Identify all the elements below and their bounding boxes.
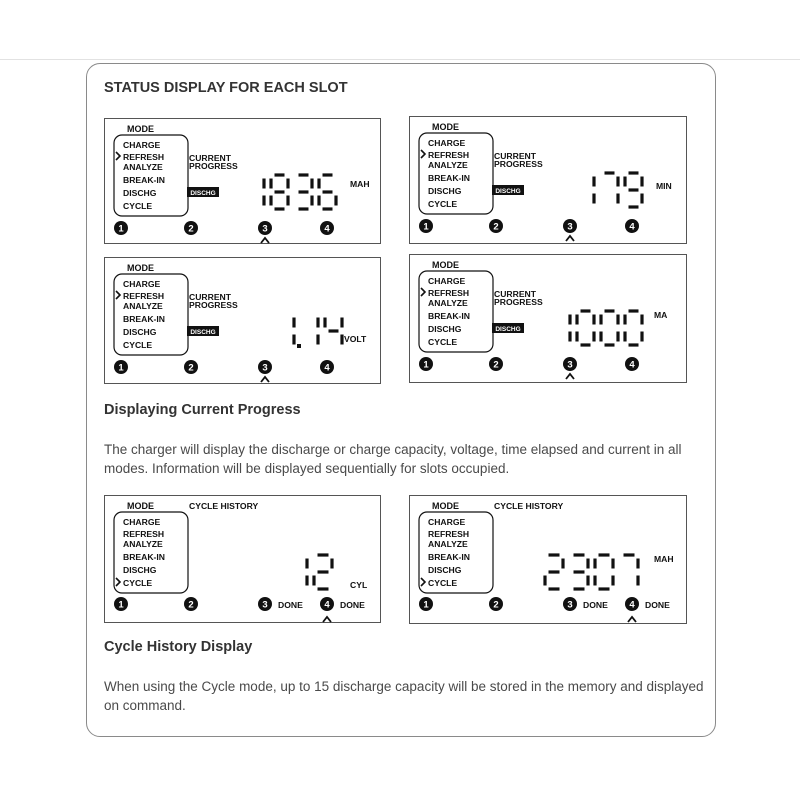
progress-description: The charger will display the discharge or charge capacity, voltage, time elapsed and current in all modes. Information will be displayed sequentially for slots occupied. [104, 442, 682, 476]
mode-item: CYCLE [123, 340, 153, 350]
mode-item: CHARGE [428, 517, 466, 527]
top-divider [0, 59, 800, 60]
slot-number-label: 1 [423, 221, 429, 233]
caret-icon [323, 617, 331, 622]
dischg-badge-label: DISCHG [495, 326, 521, 333]
mode-item: ANALYZE [123, 162, 163, 172]
mode-item: CYCLE [428, 337, 458, 347]
current-progress-label: PROGRESS [189, 300, 238, 310]
lcd-panel [104, 495, 381, 623]
mode-item: BREAK-IN [428, 552, 471, 562]
current-progress-label: PROGRESS [494, 297, 543, 307]
mode-item: BREAK-IN [123, 314, 166, 324]
slot-number-label: 1 [118, 223, 124, 235]
slot-number-label: 3 [262, 362, 268, 374]
mode-item: CHARGE [428, 276, 466, 286]
mode-label: MODE [127, 124, 154, 134]
mode-item: BREAK-IN [428, 173, 471, 183]
slot-number-label: 3 [567, 221, 573, 233]
lcd-panel [409, 254, 687, 383]
mode-item: REFRESH [123, 529, 165, 539]
cycle-history-label: CYCLE HISTORY [494, 501, 564, 511]
lcd-value: 179 [640, 207, 642, 208]
done-label: DONE [340, 600, 365, 610]
slot-number-label: 1 [118, 599, 124, 611]
slot-number-label: 2 [493, 221, 499, 233]
mode-item: CYCLE [123, 578, 153, 588]
progress-heading: Displaying Current Progress [104, 402, 301, 418]
unit-label: MA [654, 310, 668, 320]
dischg-badge-label: DISCHG [190, 190, 216, 197]
done-label: DONE [645, 600, 670, 610]
lcd-value: 2307 [635, 589, 638, 590]
slot-number-label: 2 [188, 362, 194, 374]
mode-item: DISCHG [123, 188, 157, 198]
slot-number-label: 4 [324, 599, 330, 611]
dischg-badge-label: DISCHG [495, 188, 521, 195]
mode-item: CHARGE [123, 517, 161, 527]
slot-number-label: 4 [324, 362, 330, 374]
mode-label: MODE [432, 260, 459, 270]
mode-label: MODE [127, 263, 154, 273]
history-heading: Cycle History Display [104, 639, 253, 655]
decimal-point [297, 344, 301, 348]
mode-item: ANALYZE [428, 298, 468, 308]
mode-item: ANALYZE [123, 539, 163, 549]
mode-pointer-icon [116, 291, 120, 299]
lcd-value: 1836 [333, 209, 336, 210]
lcd-digits [264, 175, 336, 210]
unit-label: MAH [654, 554, 674, 564]
lcd-display [105, 119, 380, 243]
lcd-value: 1.14 [340, 348, 342, 349]
slot-number-label: 1 [423, 359, 429, 371]
mode-pointer-icon [116, 578, 120, 586]
history-description: When using the Cycle mode, up to 15 discharge capacity will be stored in the memory and displayed on command. [104, 679, 704, 713]
mode-item: CHARGE [123, 279, 161, 289]
lcd-value: 1000 [639, 345, 642, 346]
slot-number-label: 4 [324, 223, 330, 235]
mode-item: CYCLE [428, 199, 458, 209]
slot-number-label: 3 [262, 599, 268, 611]
mode-item: DISCHG [428, 565, 462, 575]
slot-number-label: 2 [493, 599, 499, 611]
lcd-value: 12 [330, 589, 332, 590]
unit-label: VOLT [344, 334, 367, 344]
mode-pointer-icon [421, 150, 425, 158]
caret-icon [566, 236, 574, 241]
slot-number-label: 2 [188, 223, 194, 235]
page-title: STATUS DISPLAY FOR EACH SLOT [104, 80, 348, 96]
mode-item: DISCHG [428, 186, 462, 196]
lcd-digits [570, 311, 642, 346]
mode-item: ANALYZE [123, 301, 163, 311]
mode-pointer-icon [421, 578, 425, 586]
done-label: DONE [583, 600, 608, 610]
lcd-panel [104, 118, 381, 244]
caret-icon [628, 617, 636, 622]
slot-number-label: 3 [262, 223, 268, 235]
caret-icon [261, 377, 269, 382]
mode-item: BREAK-IN [123, 175, 166, 185]
mode-pointer-icon [116, 152, 120, 160]
lcd-display [410, 255, 686, 382]
slot-number-label: 1 [423, 599, 429, 611]
lcd-display [410, 117, 686, 243]
mode-item: DISCHG [123, 565, 157, 575]
mode-label: MODE [127, 501, 154, 511]
mode-item: BREAK-IN [428, 311, 471, 321]
current-progress-label: CURRENT [189, 292, 232, 302]
unit-label: MAH [350, 179, 370, 189]
current-progress-label: PROGRESS [189, 161, 238, 171]
lcd-digits [594, 173, 642, 208]
current-progress-label: CURRENT [494, 289, 537, 299]
mode-label: MODE [432, 501, 459, 511]
lcd-display [105, 258, 380, 383]
current-progress-label: CURRENT [189, 153, 232, 163]
dischg-badge-label: DISCHG [190, 329, 216, 336]
mode-item: CHARGE [123, 140, 161, 150]
mode-pointer-icon [421, 288, 425, 296]
mode-item: CHARGE [428, 138, 466, 148]
cycle-history-label: CYCLE HISTORY [189, 501, 259, 511]
slot-number-label: 4 [629, 359, 635, 371]
slot-number-label: 3 [567, 359, 573, 371]
mode-item: DISCHG [428, 324, 462, 334]
caret-icon [566, 374, 574, 379]
mode-item: ANALYZE [428, 160, 468, 170]
unit-label: CYL [350, 580, 368, 590]
slot-number-label: 4 [629, 599, 635, 611]
lcd-digits [294, 318, 342, 350]
current-progress-label: CURRENT [494, 151, 537, 161]
mode-item: BREAK-IN [123, 552, 166, 562]
unit-label: MIN [656, 181, 672, 191]
mode-item: ANALYZE [428, 539, 468, 549]
mode-item: REFRESH [428, 150, 470, 160]
mode-item: DISCHG [123, 327, 157, 337]
slot-number-label: 1 [118, 362, 124, 374]
lcd-digits [545, 555, 638, 590]
slot-number-label: 2 [188, 599, 194, 611]
mode-label: MODE [432, 122, 459, 132]
current-progress-label: PROGRESS [494, 159, 543, 169]
lcd-digits [307, 555, 332, 590]
mode-item: CYCLE [123, 201, 153, 211]
mode-item: REFRESH [123, 152, 165, 162]
lcd-panel [409, 116, 687, 244]
slot-number-label: 3 [567, 599, 573, 611]
slot-number-label: 2 [493, 359, 499, 371]
mode-item: REFRESH [123, 291, 165, 301]
slot-number-label: 4 [629, 221, 635, 233]
lcd-display [105, 496, 380, 622]
mode-item: REFRESH [428, 288, 470, 298]
mode-item: REFRESH [428, 529, 470, 539]
caret-icon [261, 238, 269, 243]
lcd-panel [409, 495, 687, 624]
lcd-display [410, 496, 686, 623]
lcd-panel [104, 257, 381, 384]
mode-item: CYCLE [428, 578, 458, 588]
done-label: DONE [278, 600, 303, 610]
